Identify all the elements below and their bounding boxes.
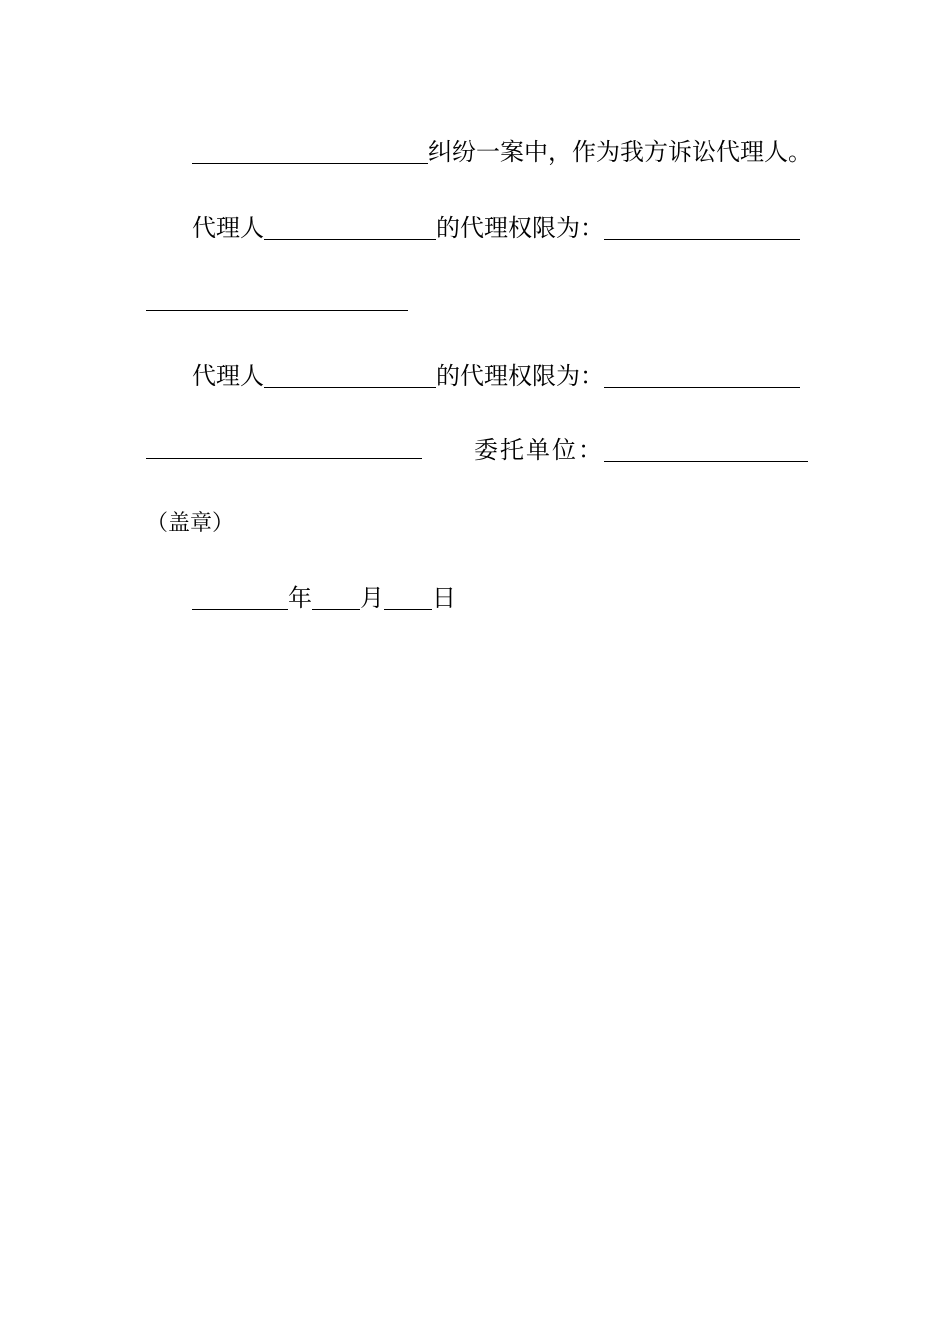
agent-2-authority-label: 的代理权限为： xyxy=(436,362,604,390)
agent-2-name-blank xyxy=(264,363,436,388)
month-label: 月 xyxy=(360,584,384,612)
agent-1-authority-rule xyxy=(146,310,408,311)
seal-line xyxy=(146,508,234,540)
agent-2-authority-blank xyxy=(604,363,800,388)
agent-2-label: 代理人 xyxy=(192,362,264,390)
case-text: 纠纷一案中，作为我方诉讼代理人。 xyxy=(428,138,812,166)
day-label: 日 xyxy=(432,584,456,612)
day-blank xyxy=(384,585,432,610)
case-line xyxy=(192,136,812,168)
agent-1-authority-label: 的代理权限为： xyxy=(436,214,604,242)
agent-1-name-blank xyxy=(264,215,436,240)
agent-1-label: 代理人 xyxy=(192,214,264,242)
agent-1-authority-blank xyxy=(604,215,800,240)
agent-2-authority-rule xyxy=(146,458,422,459)
seal-text: （盖章） xyxy=(146,511,235,536)
date-line xyxy=(192,582,456,614)
year-blank xyxy=(192,585,288,610)
year-label: 年 xyxy=(288,584,312,612)
principal-blank xyxy=(604,437,808,462)
agent-2-line xyxy=(192,360,800,392)
dispute-blank xyxy=(192,139,428,164)
agent-1-line xyxy=(192,212,800,244)
month-blank xyxy=(312,585,360,610)
principal-label: 委托单位： xyxy=(474,436,604,464)
principal-line xyxy=(474,434,808,466)
